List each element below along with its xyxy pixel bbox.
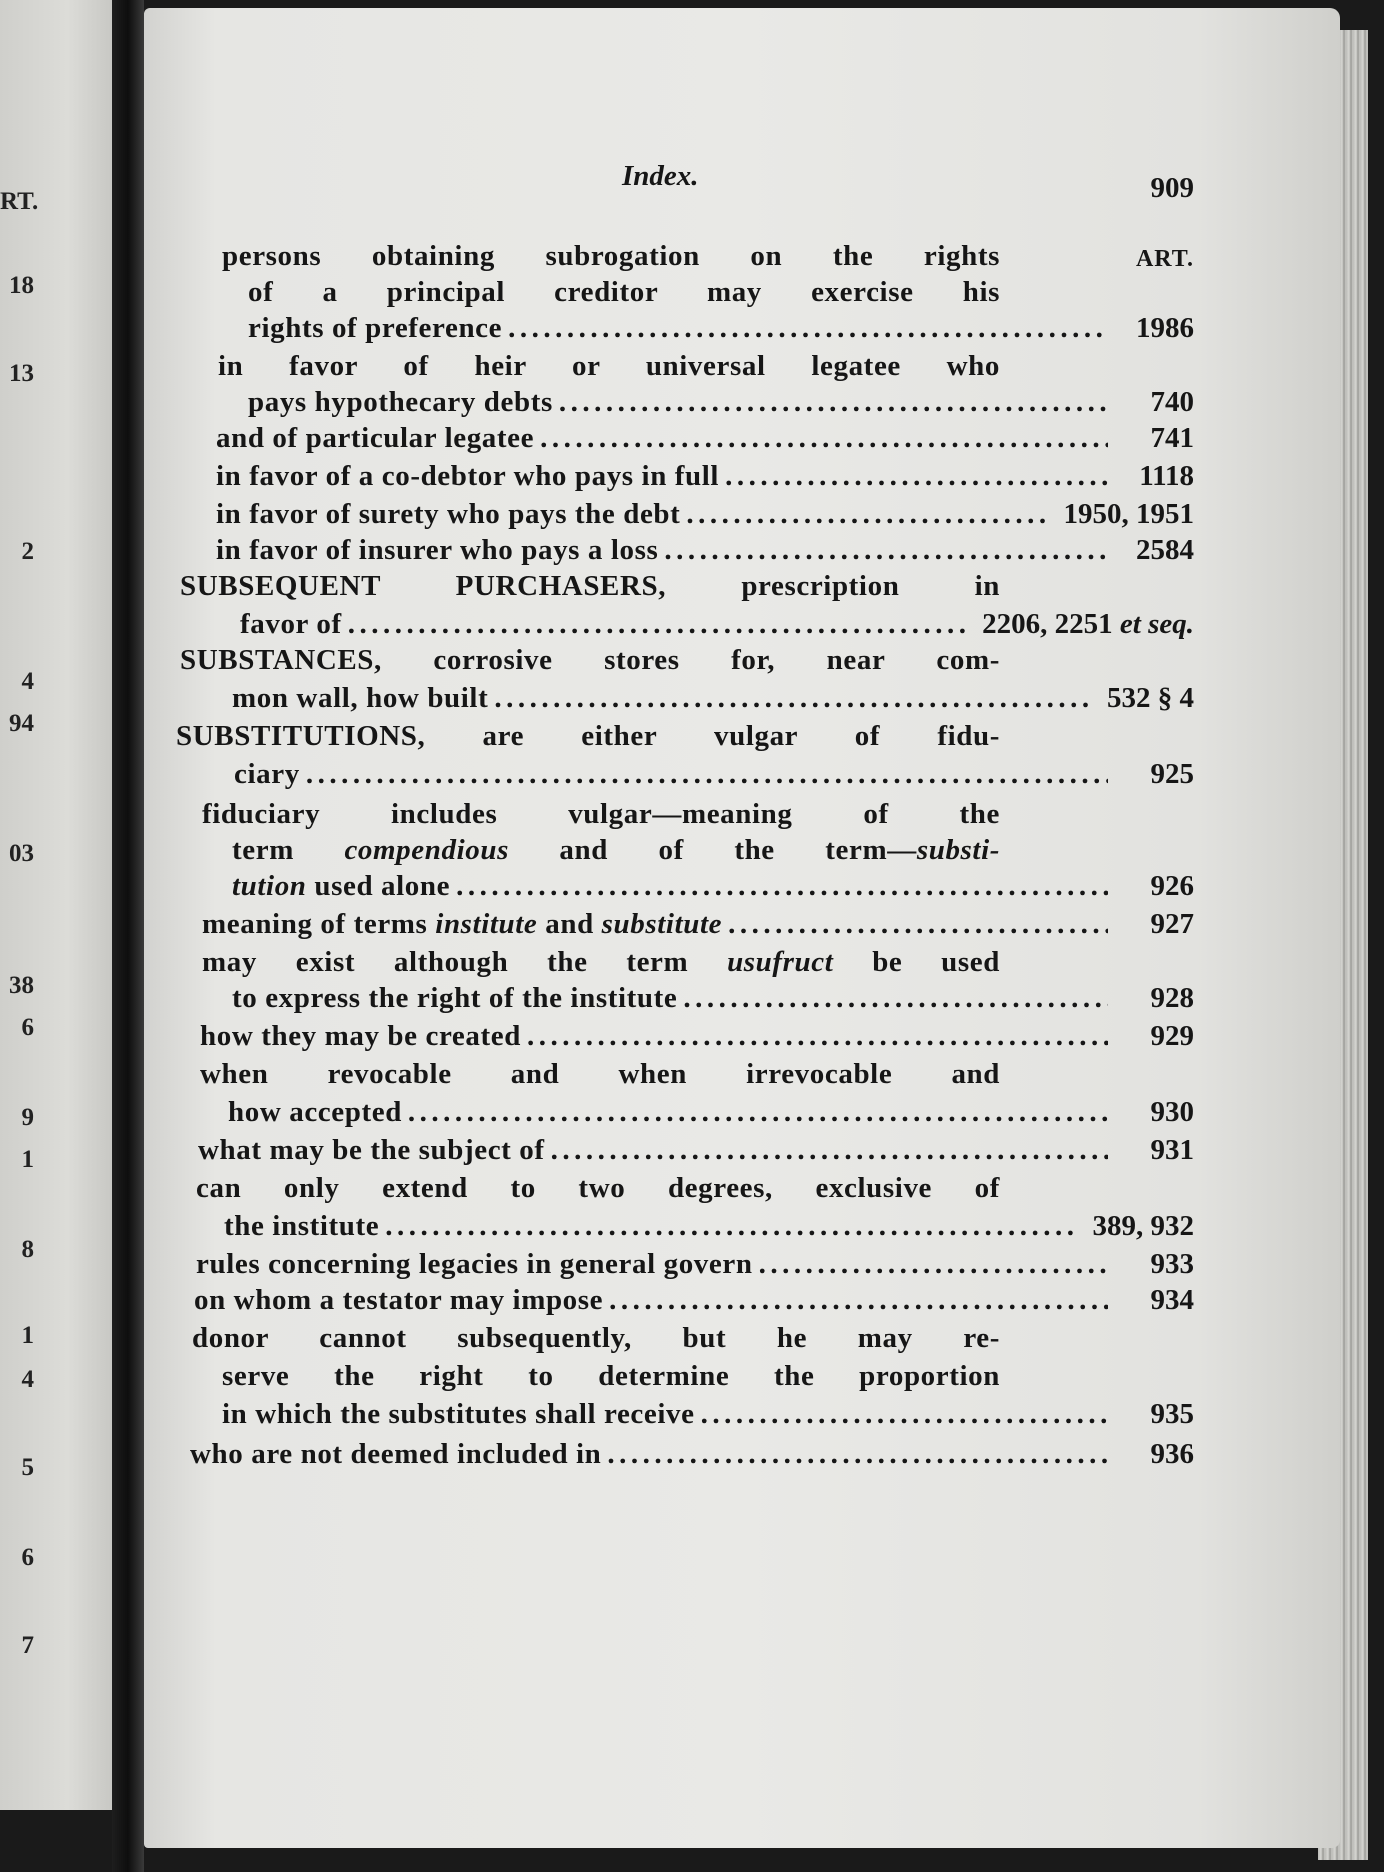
index-line <box>222 240 1000 280</box>
index-text <box>218 350 1000 383</box>
index-line <box>216 534 1194 574</box>
prev-page-number: 8 <box>21 1236 34 1263</box>
index-text-plain: the institute <box>224 1210 380 1242</box>
index-text <box>202 908 722 941</box>
leader-dots <box>379 1210 1076 1243</box>
index-text-plain: SUBSTANCES, corrosive stores for, near com- <box>180 644 1000 676</box>
index-text-plain: SUBSTITUTIONS, are either vulgar of fidu- <box>176 720 1000 752</box>
index-text-plain: on whom a testator may impose <box>194 1284 604 1316</box>
index-text <box>216 460 719 493</box>
index-line <box>232 682 1194 722</box>
index-text-italic: institute <box>435 908 538 940</box>
index-text <box>192 1322 1000 1355</box>
index-text-plain: can only extend to two degrees, exclusive of <box>196 1172 1000 1204</box>
prev-page-number: 5 <box>21 1454 34 1481</box>
prev-page-number: 13 <box>9 360 34 387</box>
prev-page-number: 03 <box>9 840 34 867</box>
index-text-plain: ciary <box>234 758 300 790</box>
article-reference: 925 <box>1150 758 1194 790</box>
index-text <box>222 240 1000 273</box>
index-line <box>180 644 1000 684</box>
index-text-plain: serve the right to determine the proportion <box>222 1360 1000 1392</box>
index-line <box>216 422 1194 462</box>
leader-dots <box>534 422 1108 455</box>
article-reference: 930 <box>1150 1096 1194 1128</box>
index-text-plain: of a principal creditor may exercise his <box>248 276 1000 308</box>
prev-page-number: 9 <box>21 1104 34 1131</box>
leader-dots <box>658 534 1108 567</box>
index-line <box>216 460 1194 500</box>
index-text <box>196 1248 753 1281</box>
leader-dots <box>601 1438 1108 1471</box>
index-text <box>200 1058 1000 1091</box>
index-text-plain: what may be the subject of <box>198 1134 545 1166</box>
index-text <box>194 1284 603 1317</box>
index-line <box>232 982 1194 1022</box>
prev-page-number: 7 <box>21 1632 34 1659</box>
index-line <box>196 1172 1000 1212</box>
article-reference: 927 <box>1150 908 1194 940</box>
article-reference: 928 <box>1150 982 1194 1014</box>
index-text-plain: fiduciary includes vulgar—meaning of the <box>202 798 1000 830</box>
page-number: 909 <box>1150 172 1194 204</box>
index-text <box>180 570 1000 603</box>
article-reference: 1950, 1951 <box>1063 498 1194 530</box>
index-text <box>200 1020 521 1053</box>
prev-page-number: 1 <box>21 1322 34 1349</box>
leader-dots <box>521 1020 1108 1053</box>
prev-page-number: 4 <box>21 1366 34 1393</box>
index-text <box>202 798 1000 831</box>
index-text-plain: when revocable and when irrevocable and <box>200 1058 1000 1090</box>
index-line <box>202 908 1194 948</box>
index-line <box>232 870 1194 910</box>
index-text <box>224 1210 379 1243</box>
index-text <box>248 386 553 419</box>
index-text <box>222 1360 1000 1393</box>
article-reference: 741 <box>1150 422 1194 454</box>
index-text-plain: who are not deemed included in <box>190 1438 602 1470</box>
index-line <box>200 1058 1000 1098</box>
previous-page-edge <box>0 0 112 1810</box>
index-text <box>234 758 300 791</box>
article-reference: 935 <box>1150 1398 1194 1430</box>
index-text-plain: how they may be created <box>200 1020 521 1052</box>
index-line <box>194 1284 1194 1324</box>
running-title: Index. <box>622 160 699 192</box>
index-text-plain: in favor of heir or universal legatee who <box>218 350 1000 382</box>
index-text-plain: to express the right of the institute <box>232 982 678 1014</box>
index-text <box>216 498 680 531</box>
index-line <box>192 1322 1000 1362</box>
index-text-plain: in which the substitutes shall receive <box>222 1398 695 1430</box>
index-text <box>248 312 502 345</box>
index-text-plain: and of particular legatee <box>216 422 535 454</box>
article-reference: 933 <box>1150 1248 1194 1280</box>
index-line <box>232 834 1000 874</box>
index-text <box>222 1398 695 1431</box>
index-line <box>200 1020 1194 1060</box>
index-text <box>180 644 1000 677</box>
index-text <box>232 982 677 1015</box>
leader-dots <box>603 1284 1108 1317</box>
prev-page-number: 6 <box>21 1544 34 1571</box>
index-line <box>198 1134 1194 1174</box>
index-text <box>248 276 1000 309</box>
index-text <box>240 608 342 641</box>
index-line <box>240 608 1194 648</box>
index-line <box>224 1210 1194 1250</box>
index-text-plain: donor cannot subsequently, but he may re- <box>192 1322 1000 1354</box>
prev-page-number: 4 <box>21 668 34 695</box>
index-line <box>180 570 1000 610</box>
index-text-plain: pays hypothecary debts <box>248 386 553 418</box>
index-text <box>198 1134 545 1167</box>
index-line <box>216 498 1194 538</box>
index-text-plain: term <box>232 834 345 866</box>
prev-page-number: 38 <box>9 972 34 999</box>
book-page <box>144 8 1340 1848</box>
leader-dots <box>342 608 966 641</box>
index-text <box>232 834 1000 867</box>
index-text-plain: mon wall, how built <box>232 682 489 714</box>
index-text-italic: usufruct <box>727 946 834 978</box>
article-reference: 1986 <box>1136 312 1194 344</box>
leader-dots <box>677 982 1108 1015</box>
index-line <box>202 798 1000 838</box>
article-reference: 929 <box>1150 1020 1194 1052</box>
article-reference: 740 <box>1150 386 1194 418</box>
index-text-plain: rights of preference <box>248 312 503 344</box>
index-text-plain: rules concerning legacies in general govern <box>196 1248 753 1280</box>
prev-page-number: 1 <box>21 1146 34 1173</box>
article-reference <box>966 608 1194 641</box>
index-text-plain: used alone <box>306 870 451 902</box>
leader-dots <box>753 1248 1108 1281</box>
prev-page-number: RT. <box>0 188 39 215</box>
index-line <box>222 1398 1194 1438</box>
leader-dots <box>722 908 1108 941</box>
article-reference: 1118 <box>1139 460 1194 492</box>
index-line <box>222 1360 1000 1400</box>
prev-page-number: 2 <box>21 538 34 565</box>
article-reference: 532 § 4 <box>1107 682 1194 714</box>
leader-dots <box>695 1398 1108 1431</box>
leader-dots <box>402 1096 1108 1129</box>
index-line <box>248 386 1194 426</box>
index-text-plain: SUBSEQUENT PURCHASERS, prescription in <box>180 570 1000 602</box>
index-line <box>196 1248 1194 1288</box>
leader-dots <box>502 312 1108 345</box>
index-text <box>190 1438 601 1471</box>
index-text-italic: substitute <box>601 908 723 940</box>
index-text-italic: compendious <box>344 834 509 866</box>
index-text-plain: in favor of surety who pays the debt <box>216 498 681 530</box>
index-text <box>176 720 1000 753</box>
index-text-plain: in favor of insurer who pays a loss <box>216 534 659 566</box>
index-text-plain: favor of <box>240 608 342 640</box>
index-line <box>248 276 1000 316</box>
article-reference: 2584 <box>1136 534 1194 566</box>
index-text-plain: may exist although the term <box>202 946 728 978</box>
book-gutter <box>112 0 144 1872</box>
index-line <box>202 946 1000 986</box>
index-line <box>228 1096 1194 1136</box>
index-text-plain: in favor of a co-debtor who pays in full <box>216 460 720 492</box>
leader-dots <box>680 498 1047 531</box>
article-reference: 931 <box>1150 1134 1194 1166</box>
prev-page-number: 6 <box>21 1014 34 1041</box>
index-text <box>216 422 534 455</box>
prev-page-number: 18 <box>9 272 34 299</box>
index-text-plain: how accepted <box>228 1096 402 1128</box>
index-text <box>232 682 488 715</box>
index-text <box>216 534 658 567</box>
index-line <box>248 312 1194 352</box>
leader-dots <box>300 758 1108 791</box>
index-text <box>196 1172 1000 1205</box>
index-text-italic: substi- <box>916 834 1000 866</box>
article-column-label: ART. <box>1135 246 1194 272</box>
index-text <box>232 870 450 903</box>
index-text <box>228 1096 402 1129</box>
index-line <box>218 350 1000 390</box>
index-line <box>176 720 1000 760</box>
index-line <box>190 1438 1194 1478</box>
et-seq-italic: et seq. <box>1119 608 1194 640</box>
index-text-plain: be used <box>833 946 1000 978</box>
index-text-plain: meaning of terms <box>202 908 436 940</box>
index-text-plain: and of the term— <box>508 834 917 866</box>
article-number: 2206, 2251 <box>982 608 1120 640</box>
article-reference: 389, 932 <box>1092 1210 1194 1242</box>
leader-dots <box>450 870 1108 903</box>
leader-dots <box>719 460 1108 493</box>
leader-dots <box>545 1134 1108 1167</box>
leader-dots <box>553 386 1108 419</box>
article-reference: 926 <box>1150 870 1194 902</box>
index-text-italic: tution <box>232 870 307 902</box>
index-text-plain: and <box>537 908 602 940</box>
article-reference: 936 <box>1150 1438 1194 1470</box>
index-text-plain: persons obtaining subrogation on the rights <box>222 240 1000 272</box>
article-reference: 934 <box>1150 1284 1194 1316</box>
prev-page-number: 94 <box>9 710 34 737</box>
index-line <box>234 758 1194 798</box>
leader-dots <box>488 682 1091 715</box>
index-text <box>202 946 1000 979</box>
